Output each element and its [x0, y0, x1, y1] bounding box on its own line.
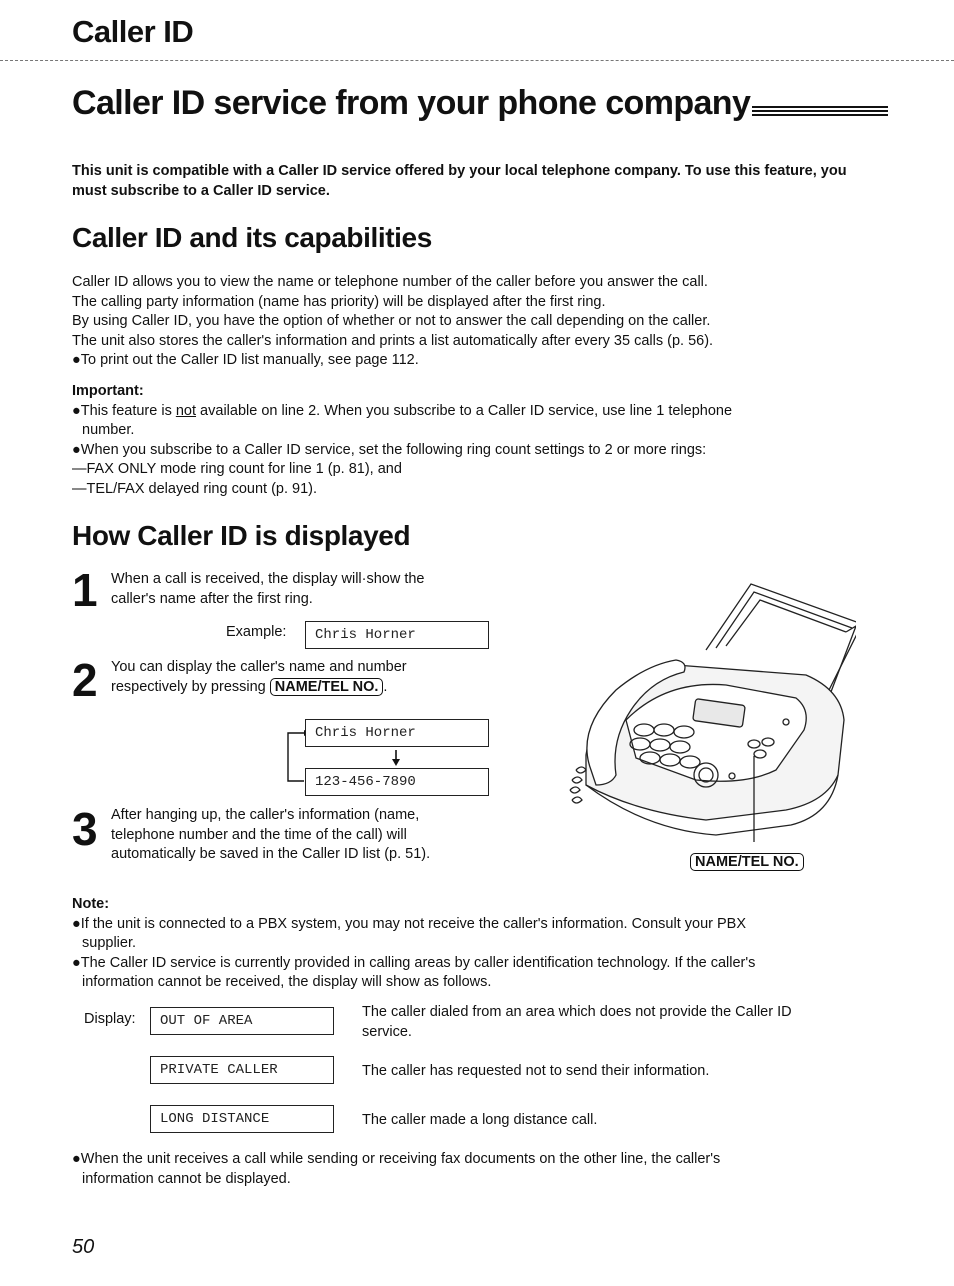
note-item: ●The Caller ID service is currently provided in calling areas by caller identification technology. If the caller's: [72, 954, 756, 971]
example-label: Example:: [226, 624, 287, 640]
name-tel-no-key: NAME/TEL NO.: [270, 678, 384, 696]
note-item-cont: supplier.: [82, 935, 137, 952]
header-divider: [0, 60, 954, 61]
title-decoration: [752, 106, 888, 116]
note-block: [72, 895, 872, 993]
capabilities-line: The calling party information (name has priority) will be displayed after the first ring.: [72, 293, 606, 310]
step-1-text: When a call is received, the display will·show the caller's name after the first ring.: [111, 571, 425, 607]
important-item: ●This feature is not available on line 2. When you subscribe to a Caller ID service, use line 1 telephone: [72, 402, 733, 419]
illustration-key-label: NAME/TEL NO.: [690, 853, 804, 871]
page-title: Caller ID service from your phone company: [72, 84, 751, 122]
out-of-area-explanation: The caller dialed from an area which does not provide the Caller ID service.: [362, 1004, 792, 1040]
capabilities-line: Caller ID allows you to view the name or telephone number of the caller before you answer the call.: [72, 274, 708, 290]
display-label: Display:: [84, 1011, 136, 1027]
lcd-out-of-area: OUT OF AREA: [150, 1007, 334, 1035]
important-item: —FAX ONLY mode ring count for line 1 (p. 81), and: [72, 461, 402, 478]
private-caller-explanation: The caller has requested not to send their information.: [362, 1063, 710, 1079]
important-item: ●When you subscribe to a Caller ID service, set the following ring count settings to 2 or more rings:: [72, 441, 707, 458]
lcd-private-caller: PRIVATE CALLER: [150, 1056, 334, 1084]
capabilities-line: ●To print out the Caller ID list manually, see page 112.: [72, 352, 419, 369]
capabilities-heading: Caller ID and its capabilities: [72, 222, 432, 253]
step-3-text: After hanging up, the caller's information (name, telephone number and the time of the call) will automatically be saved in the Caller ID list (p. 51).: [111, 807, 431, 863]
step-2-text: You can display the caller's name and number respectively by pressing NAME/TEL NO. .: [111, 659, 407, 695]
fax-machine-illustration: [556, 580, 856, 842]
page-number: 50: [72, 1236, 95, 1258]
display-heading: How Caller ID is displayed: [72, 520, 411, 551]
note-item-cont: information cannot be displayed.: [82, 1170, 291, 1187]
note-final: [72, 1150, 872, 1189]
lcd-number: 123-456-7890: [305, 768, 489, 796]
lcd-long-distance: LONG DISTANCE: [150, 1105, 334, 1133]
important-item: —TEL/FAX delayed ring count (p. 91).: [72, 480, 318, 497]
important-block: [72, 382, 872, 500]
step-number: 1: [72, 564, 98, 616]
lcd-name: Chris Horner: [305, 719, 489, 747]
step-number: 2: [72, 654, 98, 706]
note-item: ●When the unit receives a call while sending or receiving fax documents on the other line, the caller's: [72, 1151, 721, 1167]
note-item-cont: information cannot be received, the display will show as follows.: [82, 974, 492, 991]
capabilities-line: The unit also stores the caller's information and prints a list automatically after every 35 calls (p. 56).: [72, 332, 714, 349]
not-emphasis: not: [175, 402, 197, 419]
important-item-cont: number.: [82, 422, 135, 439]
step-number: 3: [72, 803, 98, 855]
lcd-example: Chris Horner: [305, 621, 489, 649]
down-arrow-icon: [390, 749, 402, 767]
capabilities-body: [72, 273, 872, 371]
intro-paragraph: This unit is compatible with a Caller ID service offered by your local telephone company. To use this feature, you must subscribe to a Caller ID service.: [72, 163, 847, 199]
note-label: Note:: [72, 896, 110, 912]
long-distance-explanation: The caller made a long distance call.: [362, 1112, 598, 1128]
note-item: ●If the unit is connected to a PBX system, you may not receive the caller's information. Consult your PBX: [72, 915, 747, 932]
important-label: Important:: [72, 383, 144, 399]
capabilities-line: By using Caller ID, you have the option of whether or not to answer the call depending on the caller.: [72, 313, 711, 330]
section-label: Caller ID: [72, 14, 194, 49]
